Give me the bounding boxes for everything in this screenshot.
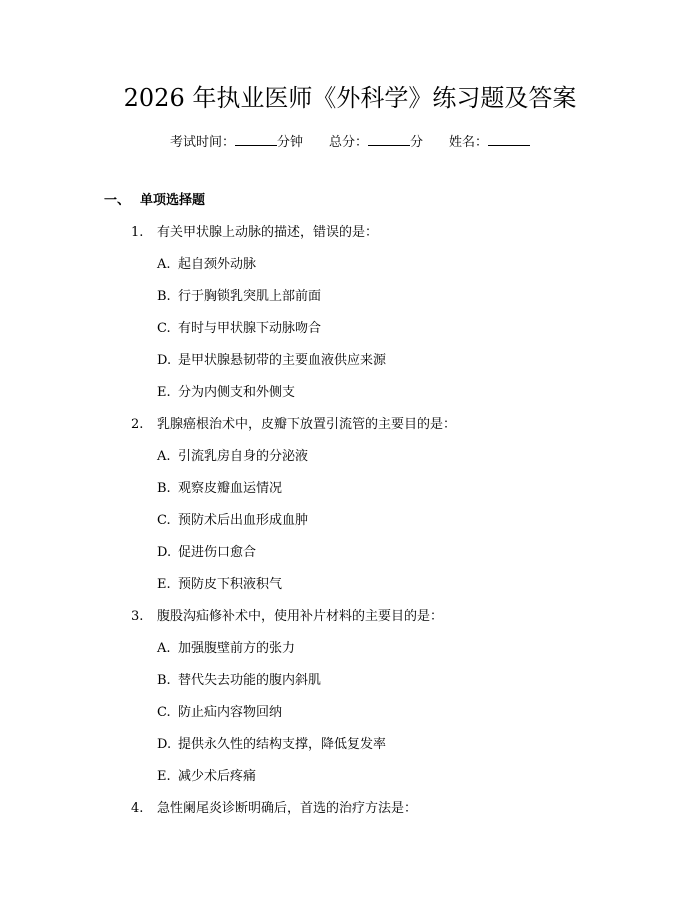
option-letter: A. [157,257,171,272]
section-heading [104,192,205,210]
option-text: 分为内侧支和外侧支 [178,385,296,400]
question-number: 3. [131,609,144,624]
score-label: 总分： [328,135,368,150]
option-letter: C. [157,705,171,720]
question-text: 乳腺癌根治术中，皮瓣下放置引流管的主要目的是： [157,417,457,432]
option-text: 促进伤口愈合 [178,545,257,560]
option-letter: E. [157,769,171,784]
option-text: 提供永久性的结构支撑，降低复发率 [178,737,387,752]
score-blank [368,133,410,146]
option-text: 引流乳房自身的分泌液 [178,449,309,464]
option-letter: B. [157,289,171,304]
option-letter: D. [157,737,172,752]
name-label: 姓名： [449,135,489,150]
option-text: 是甲状腺悬韧带的主要血液供应来源 [178,353,387,368]
option-letter: C. [157,513,171,528]
option-letter: A. [157,449,171,464]
option-letter: D. [157,353,172,368]
option-letter: E. [157,385,171,400]
option-letter: B. [157,673,171,688]
question-number: 2. [131,417,144,432]
score-unit: 分 [410,135,424,150]
question-number: 1. [131,225,144,240]
option-text: 起自颈外动脉 [178,257,257,272]
option-text: 减少术后疼痛 [178,769,257,784]
option-text: 替代失去功能的腹内斜肌 [178,673,322,688]
option-letter: D. [157,545,172,560]
option-text: 行于胸锁乳突肌上部前面 [178,289,322,304]
name-blank [488,133,530,146]
time-label: 考试时间： [169,135,235,150]
option-letter: B. [157,481,171,496]
option-letter: A. [157,641,171,656]
option-text: 有时与甲状腺下动脉吻合 [178,321,322,336]
time-unit: 分钟 [276,135,303,150]
option-text: 防止疝内容物回纳 [178,705,283,720]
document-title: 2026 年执业医师《外科学》练习题及答案 [123,84,577,112]
option-text: 观察皮瓣血运情况 [178,481,283,496]
option-text: 加强腹壁前方的张力 [178,641,296,656]
time-blank [235,133,277,146]
question-text: 有关甲状腺上动脉的描述，错误的是： [157,225,379,240]
option-text: 预防皮下积液积气 [178,577,283,592]
question-text: 腹股沟疝修补术中，使用补片材料的主要目的是： [157,609,444,624]
option-letter: E. [157,577,171,592]
section-number: 一、 [104,193,131,208]
option-text: 预防术后出血形成血肿 [178,513,309,528]
question-number: 4. [131,801,144,816]
option-letter: C. [157,321,171,336]
section-label: 单项选择题 [140,193,206,208]
question-text: 急性阑尾炎诊断明确后，首选的治疗方法是： [157,801,418,816]
exam-meta [0,133,700,151]
